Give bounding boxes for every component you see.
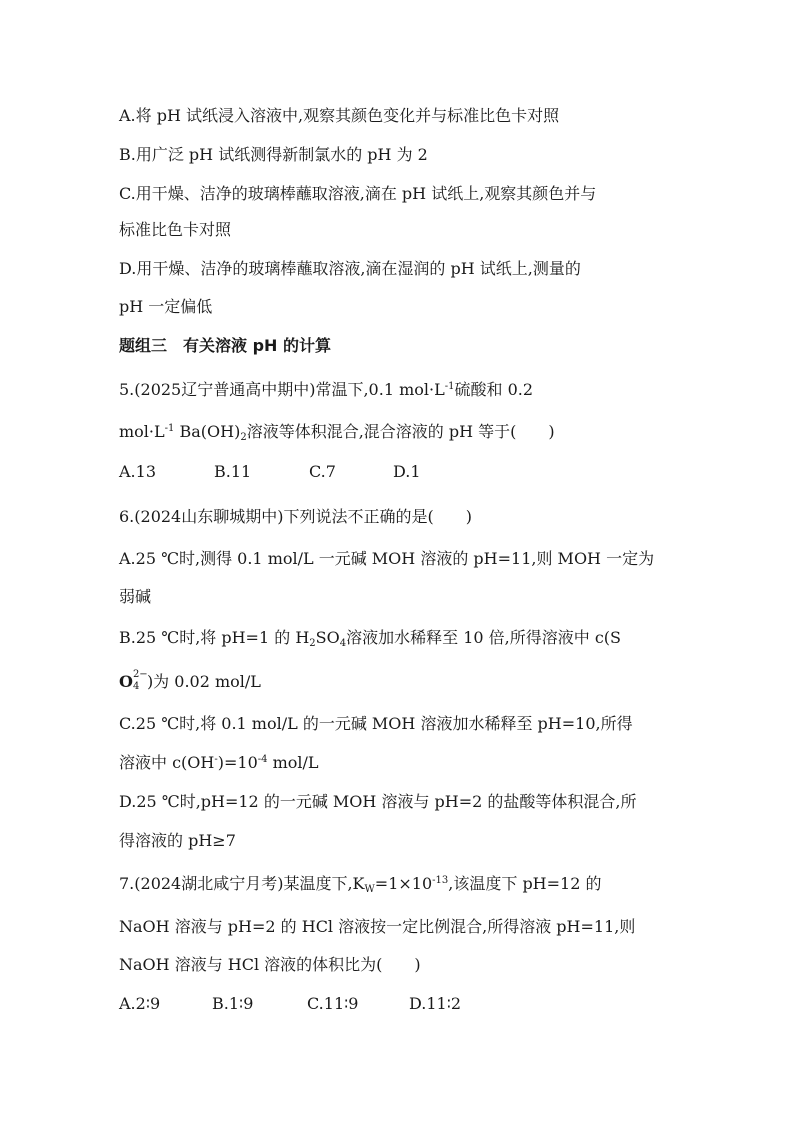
option-text: SO: [315, 628, 340, 647]
q6-text: 6.(2024山东聊城期中)下列说法不正确的是( ): [119, 507, 472, 526]
superscript: -: [214, 754, 218, 765]
option-text: 溶液加水稀释至 10 倍,所得溶液中 c(S: [346, 628, 621, 647]
option-text: 溶液中 c(OH: [119, 753, 215, 772]
option-4c-line2: [119, 218, 694, 242]
option-text: O: [119, 672, 133, 691]
superscript: -1: [444, 381, 455, 392]
option-text: pH 一定偏低: [119, 297, 213, 316]
q5-option-d[interactable]: D.1: [393, 462, 421, 481]
question-6b-line2: [119, 667, 694, 694]
q5-option-b[interactable]: B.11: [214, 462, 252, 481]
option-text: C.用干燥、洁净的玻璃棒蘸取溶液,滴在 pH 试纸上,观察其颜色并与: [119, 184, 597, 203]
q7-option-c[interactable]: C.11∶9: [307, 994, 359, 1013]
question-6: [119, 505, 694, 529]
question-6d-line2: [119, 829, 694, 853]
superscript: -13: [432, 875, 449, 886]
superscript: -1: [164, 423, 175, 434]
q5-text: mol·L: [119, 422, 165, 441]
section-heading-group3: [119, 334, 694, 358]
option-4c-line1: [119, 182, 694, 206]
option-text: B.用广泛 pH 试纸测得新制氯水的 pH 为 2: [119, 145, 428, 164]
q5-text: 5.(2025辽宁普通高中期中)常温下,0.1 mol·L: [119, 380, 445, 399]
q7-text: ,该温度下 pH=12 的: [448, 874, 602, 893]
option-text: 标准比色卡对照: [119, 220, 232, 239]
sulfate-charge: 2− 4: [132, 669, 148, 692]
question-7-line3: [119, 953, 694, 977]
subscript: W: [364, 884, 375, 895]
question-6c-line2: [119, 751, 694, 775]
option-text: )=10: [217, 753, 258, 772]
option-text: 弱碱: [119, 587, 152, 606]
option-text: A.25 ℃时,测得 0.1 mol/L 一元碱 MOH 溶液的 pH=11,则 MOH 一定为: [119, 549, 655, 568]
question-6a-line2: [119, 585, 694, 609]
option-4a: [119, 104, 694, 128]
question-5-options: [119, 460, 694, 484]
option-text: D.25 ℃时,pH=12 的一元碱 MOH 溶液与 pH=2 的盐酸等体积混合,所: [119, 792, 637, 811]
subscript: 2: [309, 638, 316, 649]
option-text: D.用干燥、洁净的玻璃棒蘸取溶液,滴在湿润的 pH 试纸上,测量的: [119, 259, 581, 278]
option-text: mol/L: [267, 753, 319, 772]
question-6c-line1: [119, 712, 694, 736]
q5-text: Ba(OH): [174, 422, 241, 441]
subscript: 2: [240, 432, 247, 443]
question-6d-line1: [119, 790, 694, 814]
q7-text: NaOH 溶液与 pH=2 的 HCl 溶液按一定比例混合,所得溶液 pH=11,则: [119, 917, 636, 936]
option-text: )为 0.02 mol/L: [146, 672, 261, 691]
option-4d-line1: [119, 257, 694, 281]
heading-text: 题组三 有关溶液 pH 的计算: [119, 336, 331, 355]
q5-text: 硫酸和 0.2: [454, 380, 534, 399]
question-5-line2: [119, 420, 694, 444]
question-5-line1: [119, 378, 694, 402]
q5-text: 溶液等体积混合,混合溶液的 pH 等于( ): [246, 422, 555, 441]
q7-text: 7.(2024湖北咸宁月考)某温度下,K: [119, 874, 365, 893]
q5-option-c[interactable]: C.7: [309, 462, 336, 481]
option-4d-line2: [119, 295, 694, 319]
q5-option-a[interactable]: A.13: [119, 462, 156, 481]
question-6b-line1: [119, 626, 694, 650]
option-text: C.25 ℃时,将 0.1 mol/L 的一元碱 MOH 溶液加水稀释至 pH=10,所得: [119, 714, 633, 733]
question-7-line2: [119, 915, 694, 939]
subscript: 4: [339, 638, 347, 649]
question-7-options: [119, 992, 694, 1016]
q7-option-b[interactable]: B.1∶9: [212, 994, 254, 1013]
question-6a-line1: [119, 547, 694, 571]
option-text: 得溶液的 pH≥7: [119, 831, 236, 850]
option-text: A.将 pH 试纸浸入溶液中,观察其颜色变化并与标准比色卡对照: [119, 106, 560, 125]
q7-text: =1×10: [374, 874, 433, 893]
q7-text: NaOH 溶液与 HCl 溶液的体积比为( ): [119, 955, 421, 974]
q7-option-d[interactable]: D.11∶2: [409, 994, 462, 1013]
question-7-line1: [119, 872, 694, 896]
q7-option-a[interactable]: A.2∶9: [119, 994, 161, 1013]
option-4b: [119, 143, 694, 167]
superscript: -4: [257, 754, 268, 765]
option-text: B.25 ℃时,将 pH=1 的 H: [119, 628, 310, 647]
